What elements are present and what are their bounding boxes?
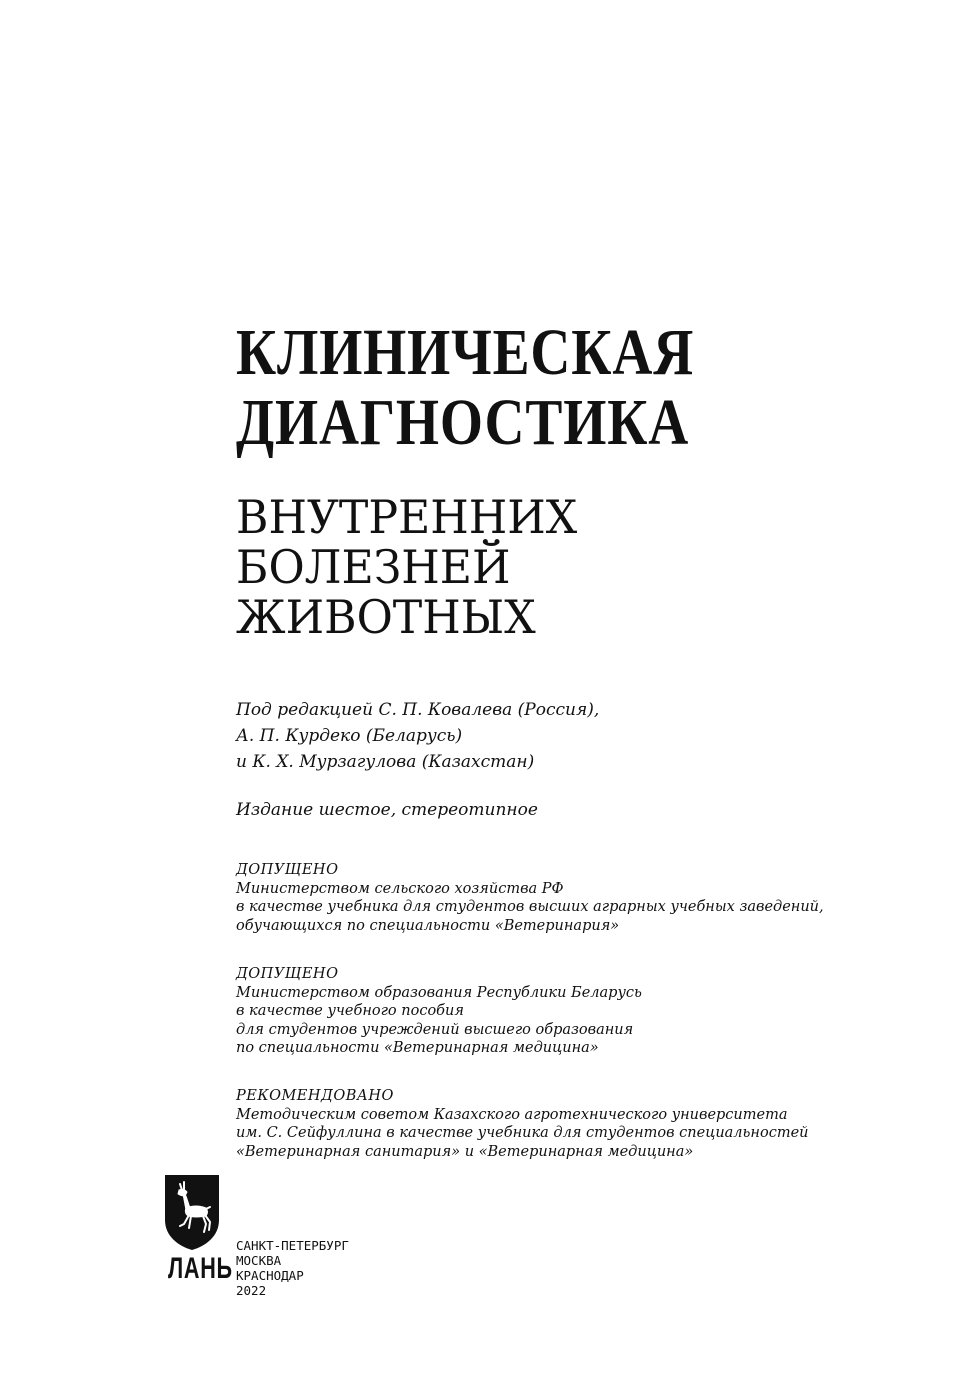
approval-line: Министерством сельского хозяйства РФ <box>236 880 564 897</box>
deer-icon <box>162 1172 222 1252</box>
book-title-line-2: ДИАГНОСТИКА <box>236 386 690 459</box>
book-subtitle <box>236 492 577 642</box>
imprint-year: 2022 <box>236 1283 267 1298</box>
approval-line: Министерством образования Республики Беларусь <box>236 984 642 1001</box>
approval-line: для студентов учреждений высшего образования <box>236 1021 634 1038</box>
approval-block-ministry-education-belarus <box>236 965 642 1058</box>
approval-line: им. С. Сейфуллина в качестве учебника для студентов специальностей <box>236 1125 809 1141</box>
approval-block-ministry-agriculture <box>236 861 824 935</box>
approval-heading: РЕКОМЕНДОВАНО <box>236 1088 394 1104</box>
imprint-block <box>236 1238 349 1298</box>
editors-line: и К. Х. Мурзагулова (Казахстан) <box>236 752 535 772</box>
approval-heading: ДОПУЩЕНО <box>236 862 339 878</box>
edition-note: Издание шестое, стереотипное <box>236 800 538 820</box>
book-title <box>236 318 694 458</box>
editors-line: Под редакцией С. П. Ковалева (Россия), <box>236 700 600 720</box>
editors-block <box>236 697 599 775</box>
approval-line: Методическим советом Казахского агротехнического университета <box>236 1106 788 1123</box>
approval-line: обучающихся по специальности «Ветеринария» <box>236 917 620 934</box>
approval-line: по специальности «Ветеринарная медицина» <box>236 1040 599 1056</box>
publisher-name: ЛАНЬ <box>168 1252 233 1285</box>
imprint-city: МОСКВА <box>236 1253 282 1268</box>
book-subtitle-line-2: БОЛЕЗНЕЙ <box>236 540 511 594</box>
book-subtitle-line-1: ВНУТРЕННИХ <box>236 490 578 544</box>
editors-line: А. П. Курдеко (Беларусь) <box>236 726 463 746</box>
approval-block-kazakh-university <box>236 1087 809 1161</box>
approval-line: в качестве учебника для студентов высших аграрных учебных заведений, <box>236 899 824 915</box>
imprint-city: САНКТ-ПЕТЕРБУРГ <box>236 1238 349 1253</box>
book-title-line-1: КЛИНИЧЕСКАЯ <box>236 316 695 389</box>
book-subtitle-line-3: ЖИВОТНЫХ <box>236 590 536 644</box>
approval-heading: ДОПУЩЕНО <box>236 966 339 982</box>
approval-line: «Ветеринарная санитария» и «Ветеринарная медицина» <box>236 1143 694 1160</box>
imprint-city: КРАСНОДАР <box>236 1268 304 1283</box>
approval-line: в качестве учебного пособия <box>236 1003 464 1019</box>
